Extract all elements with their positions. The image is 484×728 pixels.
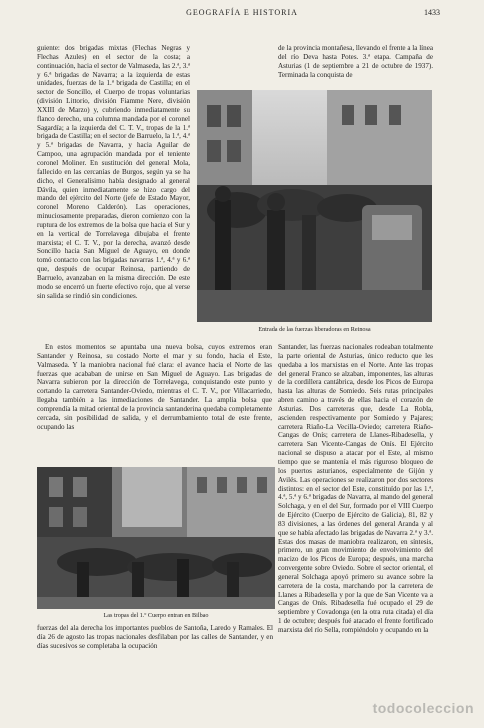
page-number: 1433: [424, 8, 440, 17]
caption-reinosa: Entrada de las fuerzas liberadoras en Reinosa: [258, 326, 371, 333]
running-title: GEOGRAFÍA E HISTORIA: [186, 8, 298, 17]
text-column-left: [37, 44, 190, 342]
photo-reinosa-image: [197, 90, 432, 322]
photo-bilbao: [37, 467, 275, 609]
paragraph: de la provincia montañesa, llevando el frente a la línea del río Deva hasta Potes. 3.ª etapa. Campaña de Asturias (1 de septiembre a 21 de octubre de 1937). Terminada la conquista de: [278, 44, 433, 79]
text-column-wide: [37, 343, 272, 465]
text-column-bottom-left: [37, 624, 273, 664]
caption-bilbao: Las tropas del 1.º Cuerpo entran en Bilbao: [103, 612, 209, 619]
paragraph: Santander, las fuerzas nacionales rodeaban totalmente la parte oriental de Asturias, único reducto que les quedaba a los marxistas en el Norte. Ante las tropas del general Franco se alzaban, imponentes, las alturas de la cordillera cantábrica, desde los Picos de Europa hasta las alturas de Somiedo. Seis rutas principales abren camino a través de ellas hacia el corazón de Asturias. Dos carreteras que, desde La Robla, ascienden respectivamente por Somiedo y Pajares; carretera Riaño-La Vecilla-Oviedo; carretera Riaño-Cangas de Onís; carretera de Llanes-Ribadesella, y carretera San Vicente-Cangas de Onís. El Ejército nacional se dispuso a atacar por el Este, al mismo tiempo que se mantenía el más riguroso bloqueo de los puertos asturianos, especialmente de Gijón y Avilés. Las operaciones se realizaron por dos sectores distintos: en el sector del Este, constituído por las 1.ª, 4.ª, 5.ª y 6.ª brigadas de Navarra, al mando del general Solchaga, y en el del Sur, formado por el VIII Cuerpo de Ejército (Cuerpo de Ejército de Galicia), 81, 82 y 83 divisiones, a las órdenes del general Aranda y al que se había afectado las brigadas de Navarra 2.ª y 3.ª. Estas dos masas de maniobra realizaron, en síntesis, primero, un gran movimiento de envolvimiento del macizo de los Picos de Europa; después, una marcha convergente sobre Oviedo. Sobre el sector oriental, el general Solchaga apoyó primero su avance sobre la carretera de la costa, marchando por la carretera de Llanes a Ribadesella y por la que de San Vicente va a Cangas de Onís. Ribadesella fué ocupado el 29 de septiembre y Covadonga (en la otra ruta citada) el día 1 de octubre; después fué atacado el frente fortificado marxista del río Sella, rompiéndolo y ocupando en la: [278, 343, 433, 634]
watermark: todocoleccion: [372, 700, 474, 716]
text-column-right: [278, 343, 433, 720]
page-header: [0, 6, 484, 20]
paragraph: guiente: dos brigadas mixtas (Flechas Negras y Flechas Azules) en el sector de la costa; a continuación, hacia el sector de Valmaseda, las 2.ª, 3.ª y 6.ª brigadas de Navarra; a la izquierda de estas unidades, fuerzas de la 1.ª brigada de Castilla; en el sector de Soncillo, el Cuerpo de tropas voluntarias (división Littorio, división Fiamme Nere, división XXIII de Marzo) y, cubriendo inmediatamente su flanco derecho, una columna mandada por el coronel Sagardía; a la izquierda del C. T. V., tropas de la 1.ª brigada de Castilla; en el sector de Barruelo, la 1.ª, 4.ª y 5.ª brigadas de Navarra, y hacia Aguilar de Campoo, una agrupación mandada por el teniente coronel Moliner. En sustitución del general Mola, fallecido en las cercanías de Burgos, según ya se ha dicho, el Generalísimo había designado al general Dávila, quien inmediatamente se hizo cargo del mando del ejército del Norte (jefe de Estado Mayor, coronel Moreno Calderón). Las operaciones, minuciosamente preparadas, dieron comienzo con la ruptura de los extremos de la bolsa que hacia el Sur y en la vertical de Torrelavega dibujaba el frente marxista; el C. T. V., por la derecha, avanzó desde Soncillo hacia San Miguel de Aguayo, en donde tomó contacto con las brigadas navarras 1.ª, 4.ª y 6.ª que, después de ocupar Reinosa, partiendo de Barruelo, avanzaban en la misma dirección. De este modo se encerró un fuerte efectivo rojo, que al verse sin salida se rindió sin condiciones.: [37, 44, 190, 300]
photo-reinosa: [197, 90, 432, 322]
paragraph: fuerzas del ala derecha los importantes pueblos de Santoña, Laredo y Ramales. El día 26 de agosto las tropas nacionales desfilaban por las calles de Santander, y en días sucesivos se completaba la ocupación: [37, 624, 273, 650]
photo-bilbao-image: [37, 467, 275, 609]
paragraph: En estos momentos se apuntaba una nueva bolsa, cuyos extremos eran Santander y Reinosa, su costado Norte el mar y su fondo, hacia el Este, Valmaseda. Y la maniobra nacional fué clara: el avance hacia el Norte de las fuerzas que acababan de unirse en San Miguel de Aguayo. Las brigadas de Navarra subieron por la dirección de Torrelavega, conquistando este punto y cortando la carretera Santander-Oviedo, mientras el C. T. V., por Villacarriedo, llegaba también a las inmediaciones de Santander. La amplia bolsa que comprendía la mitad oriental de la provincia santanderina quedaba completamente cercada, sin posibilidad de salida, y el derrumbamiento total de este frente, ocupando las: [37, 343, 272, 431]
text-column-right-top: [278, 44, 433, 88]
